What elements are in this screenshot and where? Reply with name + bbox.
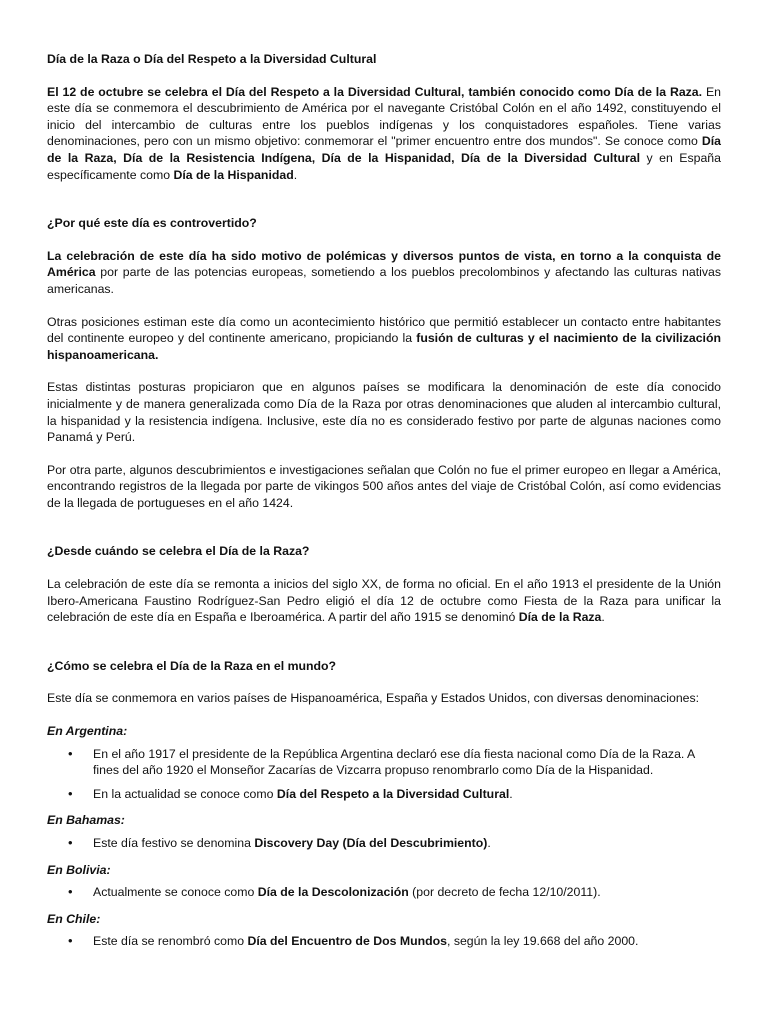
document-title: Día de la Raza o Día del Respeto a la Diversidad Cultural: [47, 52, 377, 66]
world-intro: Este día se conmemora en varios países de Hispanoamérica, España y Estados Unidos, con diversas denominaciones:: [47, 691, 700, 706]
bolivia-item-bold: Día de la Descolonización: [257, 885, 409, 900]
heading-world: ¿Cómo se celebra el Día de la Raza en el mundo?: [47, 658, 337, 673]
country-label-bahamas: En Bahamas:: [47, 813, 125, 828]
argentina-item2-post: .: [509, 786, 513, 801]
argentina-list: [47, 746, 721, 803]
intro-text-3: .: [293, 167, 298, 182]
country-label-chile: En Chile:: [47, 911, 101, 926]
intro-lead: El 12 de octubre se celebra el Día del Respeto a la Diversidad Cultural, también conocido como Día de la Raza.: [47, 84, 703, 99]
spacer: [47, 527, 721, 543]
spacer: [47, 642, 721, 658]
since-end: .: [601, 610, 605, 625]
heading-controversy: ¿Por qué este día es controvertido?: [47, 216, 257, 231]
controversy-p2-bold: fusión de culturas y el nacimiento de la civilización hispanoamericana.: [47, 331, 721, 362]
list-item: [47, 786, 721, 803]
spacer: [47, 199, 721, 215]
country-label-argentina: En Argentina:: [47, 724, 128, 739]
bolivia-list: [47, 884, 721, 901]
intro-paragraph: [47, 84, 721, 184]
chile-list: [47, 933, 721, 950]
since-paragraph: [47, 576, 721, 626]
chile-item-post: , según la ley 19.668 del año 2000.: [446, 934, 639, 949]
document-body: [47, 51, 721, 960]
argentina-item2-bold: Día del Respeto a la Diversidad Cultural: [276, 786, 510, 801]
bolivia-item-pre: Actualmente se conoce como: [93, 885, 258, 900]
list-item: [47, 884, 721, 901]
controversy-paragraph-2: [47, 314, 721, 364]
bahamas-item-bold: Discovery Day (Día del Descubrimiento): [254, 836, 488, 850]
chile-item-pre: Este día se renombró como: [93, 934, 248, 949]
controversy-paragraph-4: Por otra parte, algunos descubrimientos e investigaciones señalan que Colón no fue el primer europeo en llegar a América, encontrando registros de la llegada por parte de vikingos 500 años antes del viaje de Cristóbal Colón, así como evidencias de la llegada de portugueses en el año 1424.: [47, 462, 721, 510]
list-item: • En el año 1917 el presidente de la República Argentina declaró ese día fiesta nacional como Día de la Raza. A fines del año 1920 el Monseñor Zacarías de Vizcarra propuso renombrarlo como Día de la Hispanidad.: [47, 746, 721, 779]
bahamas-list: [47, 835, 721, 852]
list-item: [47, 933, 721, 950]
since-text: La celebración de este día se remonta a inicios del siglo XX, de forma no oficial. En el año 1913 el presidente de la Unión Ibero-Americana Faustino Rodríguez-San Pedro eligió el día 12 de octubre como Fiesta de la Raza para unificar la celebración de este día en España e Iberoamérica. A partir del año 1915 se denominó: [47, 577, 721, 625]
bahamas-item-pre: Este día festivo se denomina: [93, 836, 255, 850]
list-item: [47, 835, 721, 852]
intro-text-1: En este día se conmemora el descubrimiento de América por el navegante Cristóbal Colón en el año 1492, constituyendo el inicio del intercambio de culturas entre los pueblos indígenas y los conquistadores españoles. Tiene varias denominaciones, pero con un mismo objetivo: conmemorar el "primer encuentro entre dos mundos". Se conoce como: [47, 84, 721, 149]
intro-spain-name: Día de la Hispanidad: [173, 167, 294, 182]
intro-names: Día de la Raza, Día de la Resistencia Indígena, Día de la Hispanidad, Día de la Diversidad Cultural: [47, 134, 721, 165]
bolivia-item-post: (por decreto de fecha 12/10/2011).: [408, 885, 601, 900]
bahamas-item-post: .: [487, 836, 491, 850]
controversy-p1-text: por parte de las potencias europeas, sometiendo a los pueblos precolombinos y afectando las culturas nativas americanas.: [47, 265, 721, 296]
country-label-bolivia: En Bolivia:: [47, 862, 111, 877]
intro-text-2: y en España específicamente como: [47, 150, 721, 182]
controversy-paragraph-3: Estas distintas posturas propiciaron que en algunos países se modificara la denominación de este día conocido inicialmente y de manera generalizada como Día de la Raza por otras denominaciones que aluden al intercambio cultural, la hispanidad y la resistencia indígena. Inclusive, este día no es considerado festivo por parte de algunas naciones como Panamá y Perú.: [47, 380, 721, 445]
argentina-item2-pre: En la actualidad se conoce como: [93, 786, 277, 801]
since-bold: Día de la Raza: [518, 610, 602, 625]
controversy-p2-text: Otras posiciones estiman este día como un acontecimiento histórico que permitió establecer un contacto entre habitantes del continente europeo y del continente americano, propiciando la: [47, 314, 721, 346]
controversy-p1-bold: La celebración de este día ha sido motivo de polémicas y diversos puntos de vista, en torno a la conquista de América: [47, 248, 721, 280]
controversy-paragraph-1: [47, 248, 721, 298]
heading-since: ¿Desde cuándo se celebra el Día de la Raza?: [47, 544, 310, 559]
chile-item-bold: Día del Encuentro de Dos Mundos: [247, 934, 447, 949]
